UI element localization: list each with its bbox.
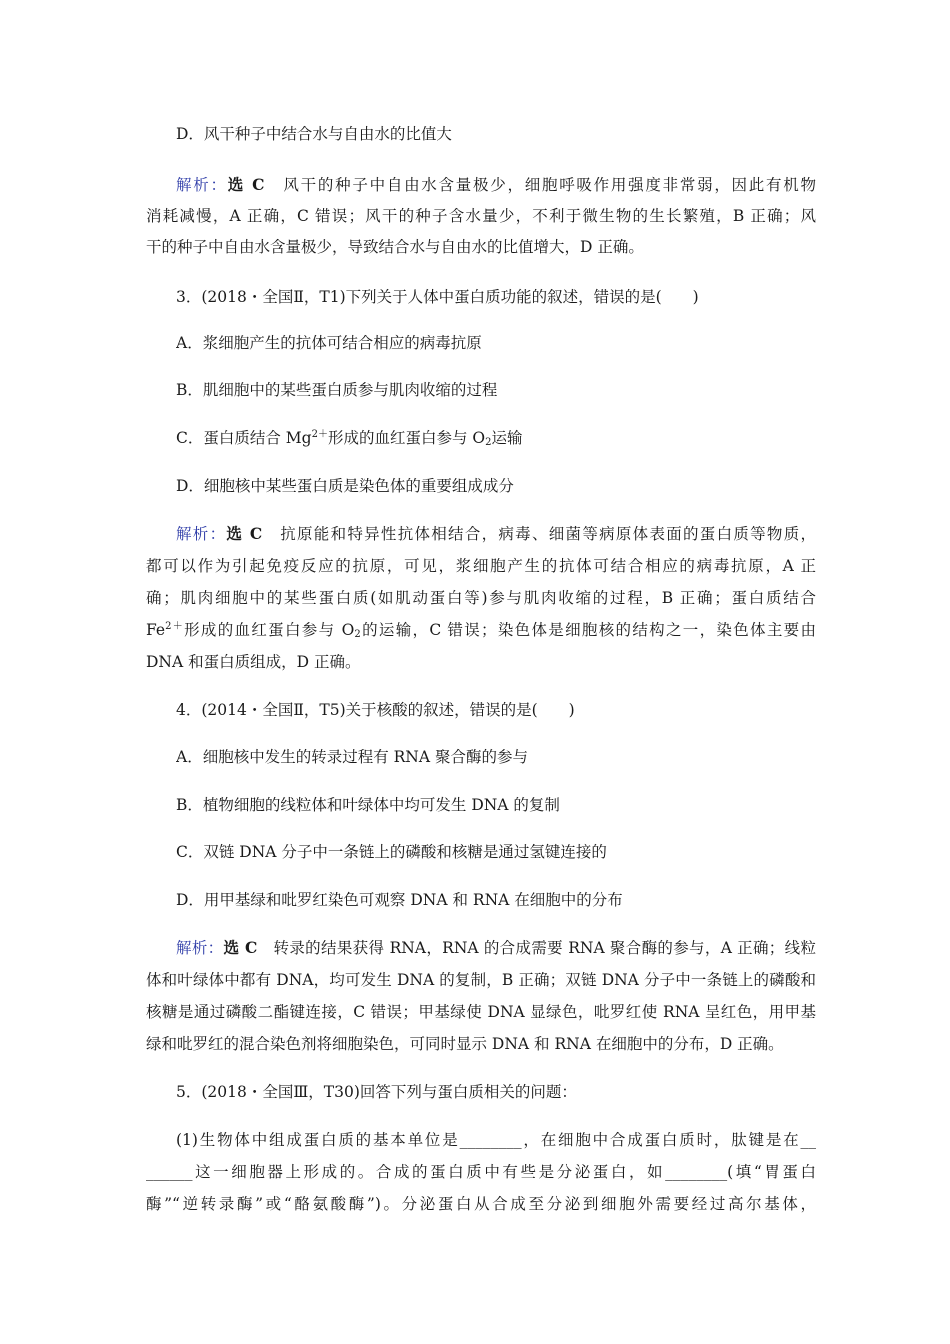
q3-analysis-line-5: DNA 和蛋白质组成，D 正确。 [146, 653, 361, 671]
q4-analysis-line-4: 绿和吡罗红的混合染色剂将细胞染色，可同时显示 DNA 和 RNA 在细胞中的分布，D 正确。 [146, 1035, 784, 1053]
analysis-label: 解析： [176, 939, 224, 957]
q4-option-d: D．用甲基绿和吡罗红染色可观察 DNA 和 RNA 在细胞中的分布 [176, 891, 623, 909]
q4-analysis-line-1: 解析：选 C 转录的结果获得 RNA，RNA 的合成需要 RNA 聚合酶的参与，A 正确；线粒 [176, 938, 816, 957]
q5-part1-line-3: 酶”“逆转录酶”或“酪氨酸酶”)。分泌蛋白从合成至分泌到细胞外需要经过高尔基体， [146, 1195, 816, 1213]
q4-option-b: B．植物细胞的线粒体和叶绿体中均可发生 DNA 的复制 [176, 796, 560, 814]
q4-option-a: A．细胞核中发生的转录过程有 RNA 聚合酶的参与 [176, 748, 528, 766]
q2-analysis-line-3: 干的种子中自由水含量极少，导致结合水与自由水的比值增大，D 正确。 [146, 238, 644, 256]
q3-stem: 3．(2018・全国Ⅱ，T1)下列关于人体中蛋白质功能的叙述，错误的是( ) [176, 288, 699, 306]
q4-analysis-line-3: 核糖是通过磷酸二酯键连接，C 错误；甲基绿使 DNA 显绿色，吡罗红使 RNA 呈红色，用甲基 [146, 1003, 816, 1021]
q4-stem: 4．(2014・全国Ⅱ，T5)关于核酸的叙述，错误的是( ) [176, 701, 575, 719]
q3-option-c: C．蛋白质结合 $Mg^{2+}$形成的血红蛋白参与 $O_2$运输 [176, 429, 523, 448]
q4-option-c: C．双链 DNA 分子中一条链上的磷酸和核糖是通过氢键连接的 [176, 843, 607, 861]
q3-analysis-line-1: 解析：选 C 抗原能和特异性抗体相结合，病毒、细菌等病原体表面的蛋白质等物质， [176, 524, 816, 543]
answer-choice: 选 C [227, 175, 265, 194]
answer-choice: 选 C [223, 938, 258, 957]
q3-analysis-line-4: $Fe^{2+}$形成的血红蛋白参与 $O_2$的运输，C 错误；染色体是细胞核的结构之一，染色体主要由 [146, 621, 816, 640]
analysis-label: 解析： [176, 176, 228, 194]
q3-option-b: B．肌细胞中的某些蛋白质参与肌肉收缩的过程 [176, 381, 498, 399]
q5-stem: 5．(2018・全国Ⅲ，T30)回答下列与蛋白质相关的问题： [176, 1083, 577, 1101]
answer-choice: 选 C [226, 524, 263, 543]
q3-analysis-line-3: 确；肌肉细胞中的某些蛋白质(如肌动蛋白等)参与肌肉收缩的过程，B 正确；蛋白质结合 [146, 589, 816, 607]
q3-option-a: A．浆细胞产生的抗体可结合相应的病毒抗原 [176, 334, 482, 352]
q4-analysis-line-2: 体和叶绿体中都有 DNA，均可发生 DNA 的复制，B 正确；双链 DNA 分子中一条链上的磷酸和 [146, 971, 816, 989]
q3-option-d: D．细胞核中某些蛋白质是染色体的重要组成成分 [176, 477, 514, 495]
analysis-label: 解析： [176, 525, 227, 543]
q2-option-d: D．风干种子中结合水与自由水的比值大 [176, 125, 452, 143]
q2-analysis-line-2: 消耗减慢，A 正确，C 错误；风干的种子含水量少，不利于微生物的生长繁殖，B 正确；风 [146, 207, 816, 225]
q5-part1-line-1: (1)生物体中组成蛋白质的基本单位是________，在细胞中合成蛋白质时，肽键是在__ [176, 1131, 816, 1149]
q5-part1-line-2: ______这一细胞器上形成的。合成的蛋白质中有些是分泌蛋白，如________(填“胃蛋白 [146, 1163, 816, 1181]
q3-analysis-line-2: 都可以作为引起免疫反应的抗原，可见，浆细胞产生的抗体可结合相应的病毒抗原，A 正 [146, 557, 816, 575]
q2-analysis-line-1: 解析：选 C 风干的种子中自由水含量极少，细胞呼吸作用强度非常弱，因此有机物 [176, 175, 816, 194]
